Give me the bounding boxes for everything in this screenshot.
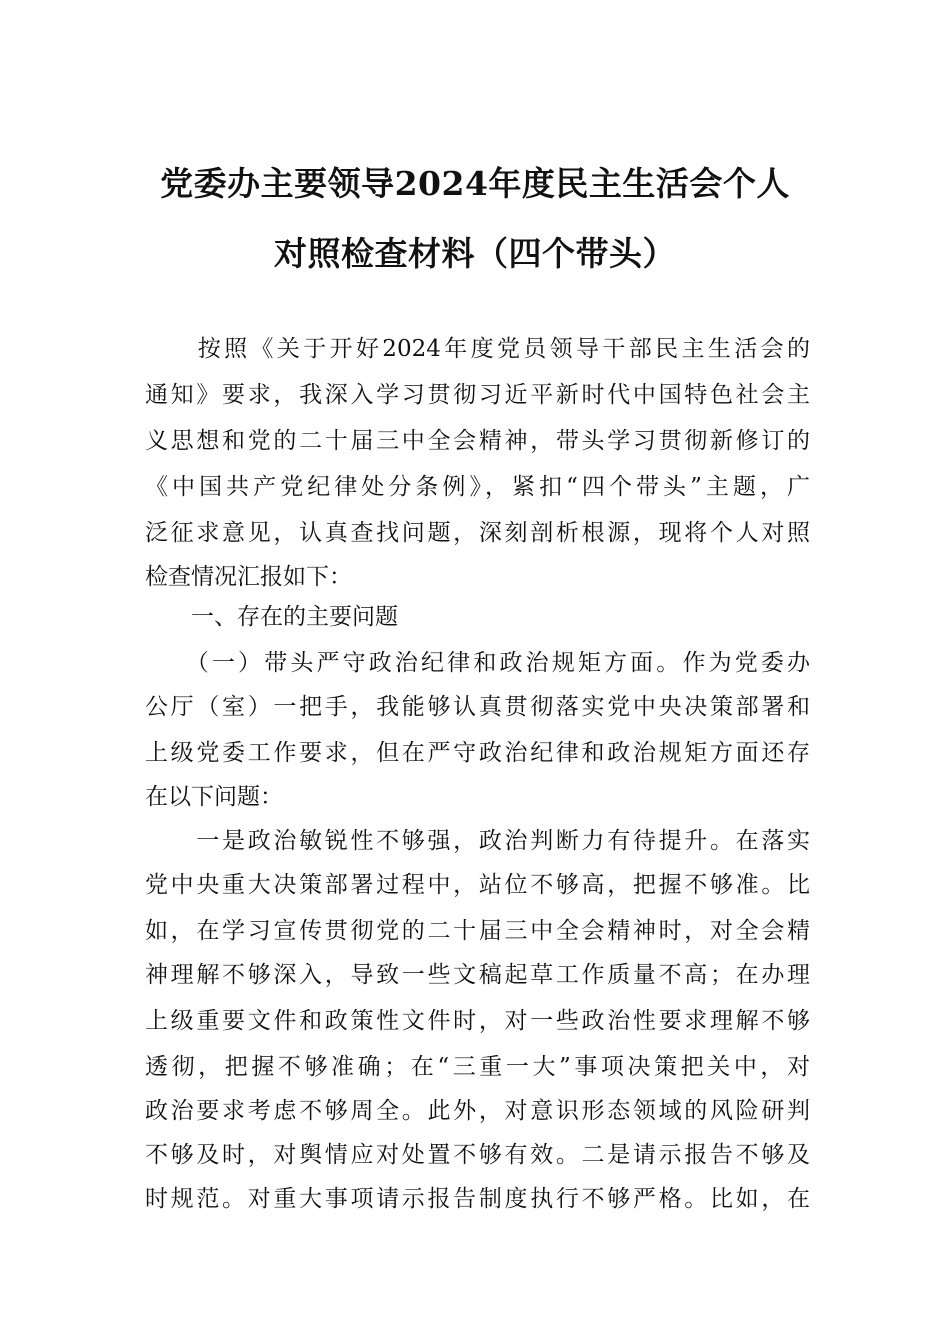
paragraph-line: 公厅（室）一把手，我能够认真贯彻落实党中央决策部署和: [145, 694, 810, 720]
paragraph-line: 义思想和党的二十届三中全会精神，带头学习贯彻新修订的: [145, 428, 810, 454]
paragraph-line: 透彻，把握不够准确；在“三重一大”事项决策把关中，对: [145, 1054, 810, 1080]
paragraph-line: 上级重要文件和政策性文件时，对一些政治性要求理解不够: [145, 1008, 810, 1034]
paragraph-line: 《中国共产党纪律处分条例》，紧扣“四个带头”主题，广: [145, 474, 810, 500]
document-title-line-1: 党委办主要领导2024年度民主生活会个人: [160, 164, 790, 203]
paragraph-line: 泛征求意见，认真查找问题，深刻剖析根源，现将个人对照: [145, 520, 810, 546]
paragraph-line: 通知》要求，我深入学习贯彻习近平新时代中国特色社会主: [145, 382, 810, 408]
paragraph-line: 不够及时，对舆情应对处置不够有效。二是请示报告不够及: [145, 1142, 810, 1168]
paragraph-line: 检查情况汇报如下：: [145, 564, 352, 590]
paragraph-line: （一）带头严守政治纪律和政治规矩方面。作为党委办: [145, 650, 810, 676]
paragraph-line: 在以下问题：: [145, 784, 283, 810]
paragraph-line: 如，在学习宣传贯彻党的二十届三中全会精神时，对全会精: [145, 918, 810, 944]
paragraph-line: 上级党委工作要求，但在严守政治纪律和政治规矩方面还存: [145, 740, 810, 766]
paragraph-line: 党中央重大决策部署过程中，站位不够高，把握不够准。比: [145, 872, 810, 898]
document-title-line-2: 对照检查材料（四个带头）: [274, 234, 676, 273]
paragraph-line: 神理解不够深入，导致一些文稿起草工作质量不高；在办理: [145, 962, 810, 988]
paragraph-line: 政治要求考虑不够周全。此外，对意识形态领域的风险研判: [145, 1098, 810, 1124]
paragraph-line: 时规范。对重大事项请示报告制度执行不够严格。比如，在: [145, 1186, 810, 1212]
section-heading: 一、存在的主要问题: [145, 604, 398, 630]
paragraph-line: 按照《关于开好2024年度党员领导干部民主生活会的: [145, 336, 810, 362]
paragraph-line: 一是政治敏锐性不够强，政治判断力有待提升。在落实: [145, 828, 810, 854]
